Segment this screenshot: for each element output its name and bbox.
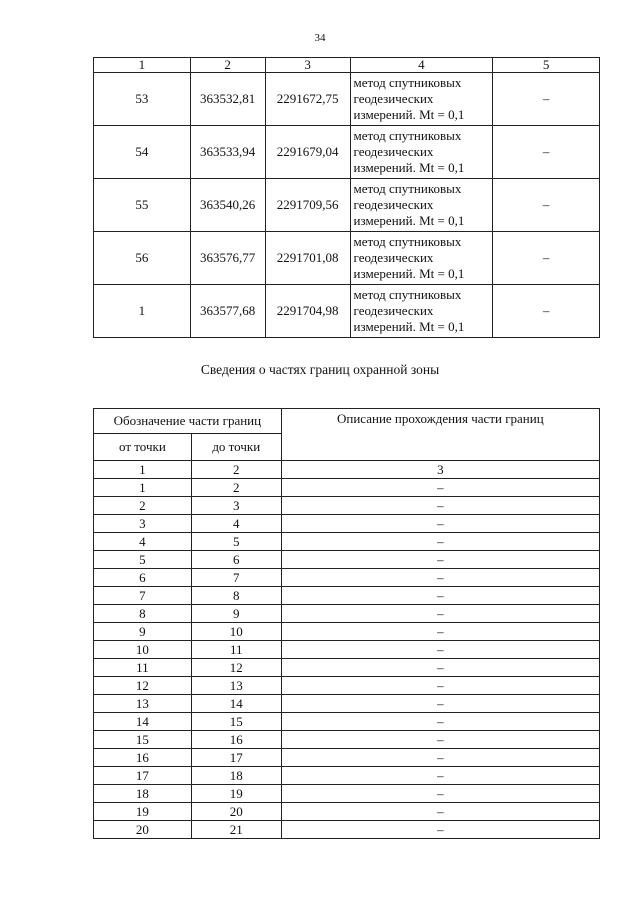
to-point-cell: 12 <box>191 659 281 677</box>
y-coordinate-cell: 2291701,08 <box>265 232 350 285</box>
table-row <box>94 285 600 338</box>
to-point-cell: 5 <box>191 533 281 551</box>
method-line: геодезических <box>353 250 434 265</box>
coordinates-header-row <box>94 58 600 73</box>
method-line: метод спутниковых <box>353 287 462 302</box>
from-point-cell: 8 <box>94 605 192 623</box>
table-row <box>94 587 600 605</box>
method-line: метод спутниковых <box>353 234 462 249</box>
table-row <box>94 677 600 695</box>
point-number-cell: 56 <box>94 232 191 285</box>
x-coordinate-cell: 363533,94 <box>190 126 265 179</box>
y-coordinate-cell: 2291704,98 <box>265 285 350 338</box>
description-cell: – <box>281 695 599 713</box>
description-cell: – <box>281 515 599 533</box>
method-line: измерений. Mt = 0,1 <box>353 266 465 281</box>
table-row <box>94 641 600 659</box>
description-cell: – <box>281 821 599 839</box>
from-point-cell: 3 <box>94 515 192 533</box>
from-point-cell: 16 <box>94 749 192 767</box>
table-row <box>94 126 600 179</box>
table-row <box>94 623 600 641</box>
method-line: геодезических <box>353 197 434 212</box>
page-number: 34 <box>314 32 326 44</box>
description-cell: – <box>281 803 599 821</box>
description-cell: – <box>281 533 599 551</box>
to-point-cell: 21 <box>191 821 281 839</box>
method-line: измерений. Mt = 0,1 <box>353 160 465 175</box>
description-cell: – <box>281 785 599 803</box>
to-point-cell: 19 <box>191 785 281 803</box>
table-row <box>94 179 600 232</box>
method-cell <box>350 285 493 338</box>
table-row <box>94 713 600 731</box>
section-title: Сведения о частях границ охранной зоны <box>200 362 440 377</box>
description-cell: – <box>281 713 599 731</box>
description-cell: – <box>281 641 599 659</box>
from-point-cell: 4 <box>94 533 192 551</box>
numbering-cell-1: 1 <box>94 461 192 479</box>
method-line: метод спутниковых <box>353 128 462 143</box>
y-coordinate-cell: 2291679,04 <box>265 126 350 179</box>
to-point-cell: 16 <box>191 731 281 749</box>
to-point-cell: 13 <box>191 677 281 695</box>
table-row <box>94 695 600 713</box>
method-line: геодезических <box>353 91 434 106</box>
method-line: измерений. Mt = 0,1 <box>353 319 465 334</box>
method-line: метод спутниковых <box>353 75 462 90</box>
table-row <box>94 749 600 767</box>
description-cell: – <box>281 497 599 515</box>
table-row <box>94 73 600 126</box>
table-row <box>94 803 600 821</box>
from-point-cell: 12 <box>94 677 192 695</box>
description-cell: – <box>281 767 599 785</box>
table-row <box>94 821 600 839</box>
to-point-cell: 3 <box>191 497 281 515</box>
from-point-cell: 13 <box>94 695 192 713</box>
method-line: метод спутниковых <box>353 181 462 196</box>
description-cell: – <box>281 587 599 605</box>
to-point-header: до точки <box>191 434 281 461</box>
column5-cell: – <box>493 232 600 285</box>
from-point-header: от точки <box>94 434 192 461</box>
table-row <box>94 551 600 569</box>
table-row <box>94 569 600 587</box>
column-number-1: 1 <box>94 58 191 73</box>
table-row <box>94 533 600 551</box>
designation-header: Обозначение части границ <box>94 409 282 434</box>
from-point-cell: 20 <box>94 821 192 839</box>
table-row <box>94 659 600 677</box>
from-point-cell: 7 <box>94 587 192 605</box>
description-cell: – <box>281 569 599 587</box>
point-number-cell: 55 <box>94 179 191 232</box>
boundary-parts-table <box>93 408 600 839</box>
from-point-cell: 5 <box>94 551 192 569</box>
to-point-cell: 7 <box>191 569 281 587</box>
description-header: Описание прохождения части границ <box>281 409 599 461</box>
parts-header-row <box>94 409 600 434</box>
method-line: геодезических <box>353 144 434 159</box>
to-point-cell: 15 <box>191 713 281 731</box>
from-point-cell: 11 <box>94 659 192 677</box>
description-cell: – <box>281 659 599 677</box>
column5-cell: – <box>493 179 600 232</box>
method-line: геодезических <box>353 303 434 318</box>
column-number-4: 4 <box>350 58 493 73</box>
x-coordinate-cell: 363576,77 <box>190 232 265 285</box>
numbering-cell-3: 3 <box>281 461 599 479</box>
parts-numbering-row <box>94 461 600 479</box>
from-point-cell: 17 <box>94 767 192 785</box>
column5-cell: – <box>493 73 600 126</box>
description-cell: – <box>281 749 599 767</box>
description-cell: – <box>281 605 599 623</box>
numbering-cell-2: 2 <box>191 461 281 479</box>
method-cell <box>350 73 493 126</box>
description-cell: – <box>281 551 599 569</box>
table-row <box>94 232 600 285</box>
column5-cell: – <box>493 126 600 179</box>
to-point-cell: 20 <box>191 803 281 821</box>
table-row <box>94 497 600 515</box>
method-line: измерений. Mt = 0,1 <box>353 107 465 122</box>
from-point-cell: 6 <box>94 569 192 587</box>
table-row <box>94 785 600 803</box>
to-point-cell: 17 <box>191 749 281 767</box>
to-point-cell: 14 <box>191 695 281 713</box>
table-row <box>94 767 600 785</box>
to-point-cell: 8 <box>191 587 281 605</box>
to-point-cell: 9 <box>191 605 281 623</box>
from-point-cell: 1 <box>94 479 192 497</box>
x-coordinate-cell: 363532,81 <box>190 73 265 126</box>
point-number-cell: 54 <box>94 126 191 179</box>
to-point-cell: 2 <box>191 479 281 497</box>
table-row <box>94 479 600 497</box>
method-line: измерений. Mt = 0,1 <box>353 213 465 228</box>
column5-cell: – <box>493 285 600 338</box>
from-point-cell: 2 <box>94 497 192 515</box>
description-cell: – <box>281 479 599 497</box>
point-number-cell: 53 <box>94 73 191 126</box>
method-cell <box>350 232 493 285</box>
y-coordinate-cell: 2291672,75 <box>265 73 350 126</box>
column-number-2: 2 <box>190 58 265 73</box>
method-cell <box>350 126 493 179</box>
from-point-cell: 18 <box>94 785 192 803</box>
method-cell <box>350 179 493 232</box>
x-coordinate-cell: 363540,26 <box>190 179 265 232</box>
description-cell: – <box>281 677 599 695</box>
from-point-cell: 19 <box>94 803 192 821</box>
x-coordinate-cell: 363577,68 <box>190 285 265 338</box>
coordinates-table <box>93 57 600 338</box>
from-point-cell: 10 <box>94 641 192 659</box>
from-point-cell: 15 <box>94 731 192 749</box>
from-point-cell: 9 <box>94 623 192 641</box>
point-number-cell: 1 <box>94 285 191 338</box>
from-point-cell: 14 <box>94 713 192 731</box>
table-row <box>94 515 600 533</box>
to-point-cell: 18 <box>191 767 281 785</box>
to-point-cell: 6 <box>191 551 281 569</box>
table-row <box>94 605 600 623</box>
description-cell: – <box>281 623 599 641</box>
table-row <box>94 731 600 749</box>
to-point-cell: 4 <box>191 515 281 533</box>
description-cell: – <box>281 731 599 749</box>
to-point-cell: 10 <box>191 623 281 641</box>
column-number-3: 3 <box>265 58 350 73</box>
column-number-5: 5 <box>493 58 600 73</box>
y-coordinate-cell: 2291709,56 <box>265 179 350 232</box>
to-point-cell: 11 <box>191 641 281 659</box>
